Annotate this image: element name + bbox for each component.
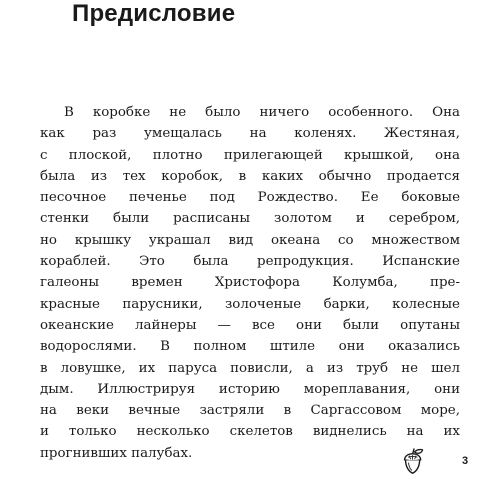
text-line: на веки вечные застряли в Саргассовом море, (40, 403, 460, 419)
text-line: красные парусники, золоченые барки, колесные (40, 296, 460, 312)
chapter-title: Предисловие (72, 0, 236, 27)
text-line: кораблей. Это была репродукция. Испанские (40, 254, 460, 270)
text-line: дым. Иллюстрируя историю мореплавания, они (40, 381, 460, 397)
text-line: как раз умещалась на коленях. Жестяная, (40, 126, 460, 142)
text-line: была из тех коробок, в каких обычно продается (40, 168, 460, 184)
text-line: и только несколько скелетов виднелись на их (40, 424, 460, 440)
text-line: водорослями. В полном штиле они оказались (40, 339, 460, 355)
body-paragraph (40, 102, 460, 464)
text-line: океанские лайнеры — все они были опутаны (40, 317, 460, 333)
text-line: стенки были расписаны золотом и серебром, (40, 211, 460, 227)
acorn-icon (398, 446, 428, 476)
text-line: песочное печенье под Рождество. Ее боковые (40, 190, 460, 206)
text-line: прогнивших палубах. (40, 445, 193, 461)
text-line: галеоны времен Христофора Колумба, пре- (40, 275, 460, 291)
page-number: 3 (462, 455, 469, 467)
text-line: но крышку украшал вид океана со множеством (40, 232, 460, 248)
text-line: в ловушке, их паруса повисли, а из труб не шел (40, 360, 460, 376)
text-line: с плоской, плотно прилегающей крышкой, она (40, 147, 460, 163)
text-line: В коробке не было ничего особенного. Она (64, 105, 460, 120)
